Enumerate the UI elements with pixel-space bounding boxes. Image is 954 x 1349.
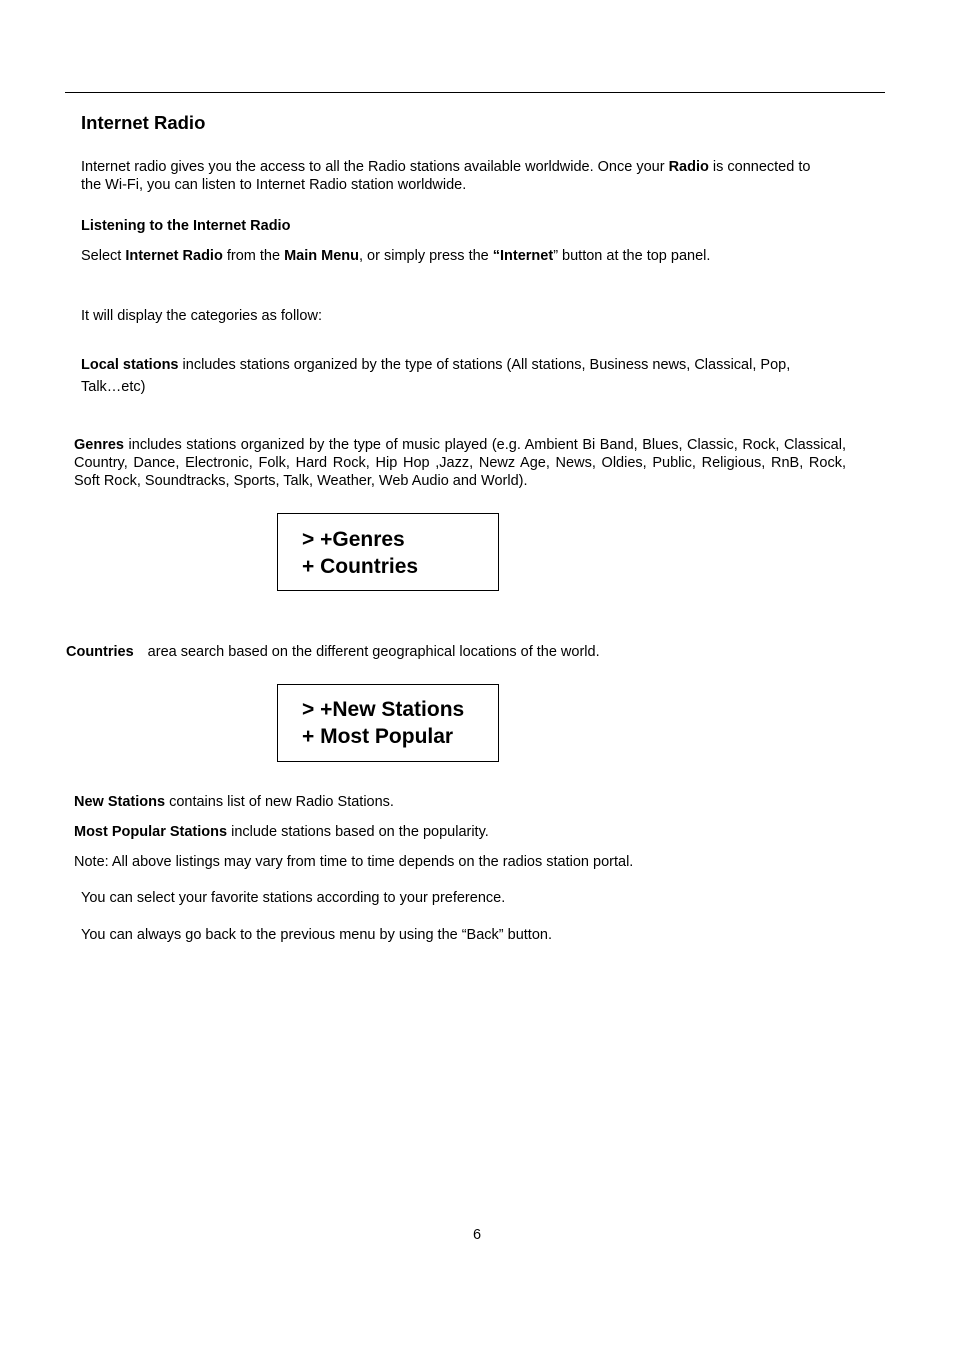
back-text: You can always go back to the previous menu by using the “Back” button.: [81, 927, 552, 943]
genres-label: Genres: [74, 437, 124, 453]
page-number: 6: [472, 1227, 482, 1243]
most-popular-line: [74, 823, 489, 841]
page-title: Internet Radio: [81, 112, 206, 133]
local-stations-text: includes stations organized by the type of stations (All stations, Business news, Classical, Pop,: [178, 357, 791, 373]
text: from the: [222, 248, 285, 264]
intro-text-end: is connected to: [708, 159, 811, 175]
most-popular-label: Most Popular Stations: [74, 824, 228, 840]
listening-instructions: [81, 247, 710, 265]
categories-intro: It will display the categories as follow:: [81, 308, 322, 324]
menu-box-genres-countries: [277, 513, 499, 591]
text: ” button at the top panel.: [553, 248, 711, 264]
intro-line-2: the Wi-Fi, you can listen to Internet Radio station worldwide.: [81, 177, 467, 193]
new-stations-line: [74, 793, 394, 811]
section-heading-listening: Listening to the Internet Radio: [81, 218, 291, 234]
intro-text: Internet radio gives you the access to all the Radio stations available worldwide. Once your: [81, 159, 669, 175]
intro-line-1: [81, 158, 810, 176]
bold-internet-radio: Internet Radio: [125, 248, 223, 264]
text: , or simply press the: [359, 248, 493, 264]
menu-item-new-stations: > +New Stations: [302, 698, 465, 721]
local-stations-line-1: [81, 356, 790, 374]
new-stations-label: New Stations: [74, 794, 166, 810]
most-popular-text: include stations based on the popularity.: [227, 824, 489, 840]
genres-text: includes stations organized by the type of music played (e.g. Ambient Bi Band, Blues, Classic, Rock, Classical, Country, Dance, Electronic, Folk, Hard Rock, Hip Hop ,Jazz, Newz Age, News, Oldies, Public, Religious, RnB, Rock, Soft Rock, Soundtracks, Sports, Talk, Weather, Web Audio and World).: [74, 437, 846, 489]
countries-label: Countries: [66, 644, 134, 660]
header-rule: [65, 92, 885, 93]
favorite-text: You can select your favorite stations according to your preference.: [81, 890, 506, 906]
bold-internet-button: “Internet: [492, 248, 554, 264]
countries-line: [66, 643, 600, 661]
note-text: Note: All above listings may vary from time to time depends on the radios station portal.: [74, 854, 634, 870]
genres-paragraph: [74, 436, 846, 490]
menu-item-genres: > +Genres: [302, 528, 405, 551]
menu-box-new-popular: [277, 684, 499, 762]
new-stations-text: contains list of new Radio Stations.: [165, 794, 394, 810]
intro-bold-radio: Radio: [668, 159, 709, 175]
local-stations-label: Local stations: [81, 357, 179, 373]
countries-text: area search based on the different geographical locations of the world.: [147, 644, 600, 660]
menu-item-most-popular: + Most Popular: [302, 725, 454, 748]
bold-main-menu: Main Menu: [284, 248, 359, 264]
text: Select: [81, 248, 126, 264]
local-stations-line-2: Talk…etc): [81, 379, 146, 395]
menu-item-countries: + Countries: [302, 555, 419, 578]
